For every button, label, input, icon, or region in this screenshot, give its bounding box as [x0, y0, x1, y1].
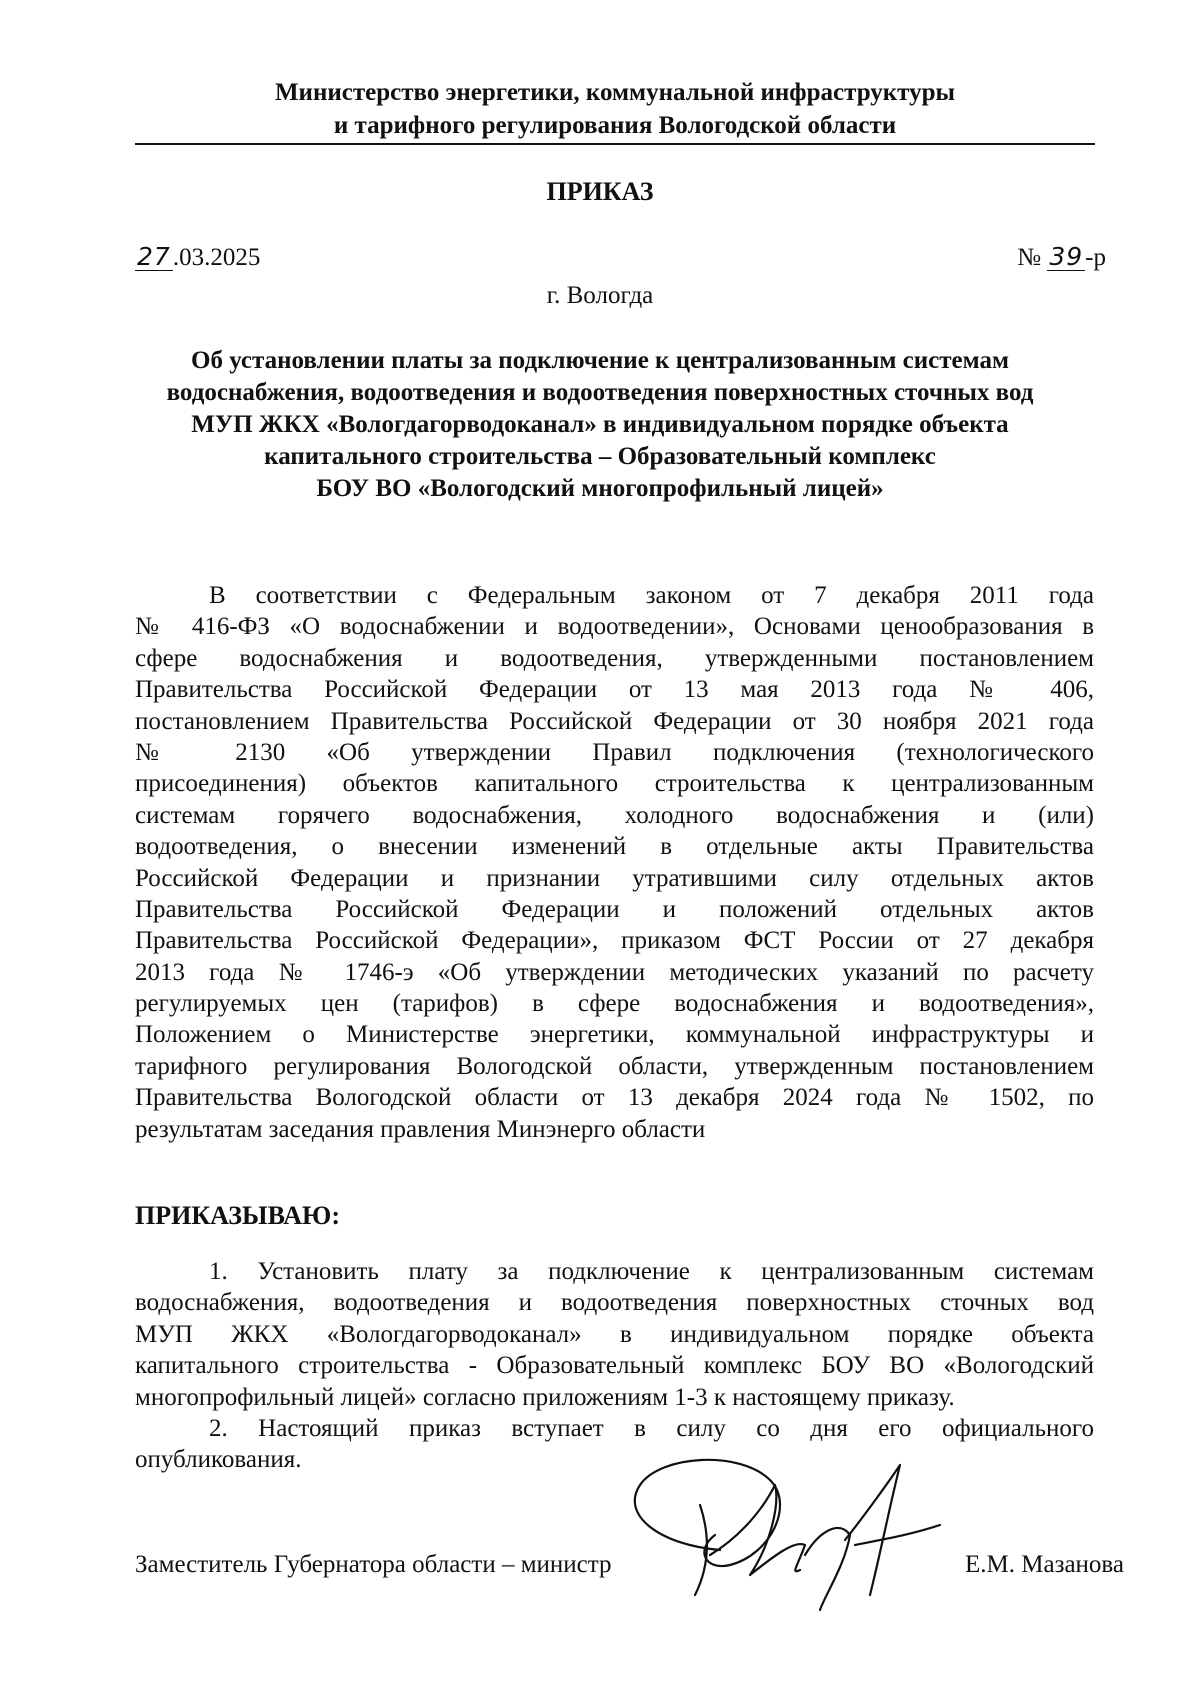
- item-line: опубликования.: [135, 1446, 302, 1474]
- preamble-line: Правительства Российской Федерации и положений отдельных актов: [135, 895, 1094, 923]
- preamble-line: сфере водоснабжения и водоотведения, утвержденными постановлением: [135, 644, 1094, 672]
- preamble-line: 2013 года № 1746-э «Об утверждении методических указаний по расчету: [135, 958, 1094, 986]
- title-line: водоснабжения, водоотведения и водоотведения поверхностных сточных вод: [166, 379, 1034, 406]
- item-line: МУП ЖКХ «Вологдагорводоканал» в индивидуальном порядке объекта: [135, 1320, 1094, 1348]
- preamble-line: № 416-ФЗ «О водоснабжении и водоотведении», Основами ценообразования в: [135, 613, 1094, 641]
- number-suffix: -р: [1085, 244, 1106, 271]
- ministry-header: [135, 76, 1095, 142]
- order-item-1: [135, 1256, 1094, 1413]
- signatory-position: Заместитель Губернатора области – министр: [135, 1551, 612, 1578]
- preamble-line: Правительства Российской Федерации», приказом ФСТ России от 27 декабря: [135, 927, 1094, 955]
- handwritten-signature: [600, 1445, 960, 1615]
- preamble-line: постановлением Правительства Российской Федерации от 30 ноября 2021 года: [135, 707, 1094, 735]
- signatory-name: Е.М. Мазанова: [965, 1551, 1124, 1578]
- preamble-line: № 2130 «Об утверждении Правил подключения (технологического: [135, 738, 1094, 766]
- item-line: многопрофильный лицей» согласно приложениям 1-3 к настоящему приказу.: [135, 1383, 955, 1411]
- preamble: [135, 580, 1094, 1145]
- ministry-line-2: и тарифного регулирования Вологодской области: [333, 112, 897, 139]
- document-title: [100, 345, 1100, 505]
- title-line: МУП ЖКХ «Вологдагорводоканал» в индивидуальном порядке объекта: [191, 411, 1009, 438]
- preamble-line: тарифного регулирования Вологодской области, утвержденным постановлением: [135, 1052, 1094, 1080]
- preamble-line: Положением о Министерстве энергетики, коммунальной инфраструктуры и: [135, 1021, 1094, 1049]
- title-line: Об установлении платы за подключение к централизованным системам: [191, 347, 1009, 374]
- title-line: БОУ ВО «Вологодский многопрофильный лицей»: [316, 475, 884, 502]
- preamble-line: Правительства Вологодской области от 13 декабря 2024 года № 1502, по: [135, 1084, 1094, 1112]
- item-line: 1. Установить плату за подключение к централизованным системам: [209, 1258, 1094, 1285]
- header-divider: [135, 143, 1095, 145]
- order-number: [1017, 244, 1106, 272]
- preamble-line: Российской Федерации и признании утратившими силу отдельных актов: [135, 864, 1094, 892]
- item-line: 2. Настоящий приказ вступает в силу со дня его официального: [209, 1415, 1094, 1442]
- preamble-line: результатам заседания правления Минэнерго области: [135, 1115, 706, 1143]
- item-line: капитального строительства - Образовательный комплекс БОУ ВО «Вологодский: [135, 1352, 1094, 1380]
- preamble-line: присоединения) объектов капитального строительства к централизованным: [135, 770, 1094, 798]
- item-line: водоснабжения, водоотведения и водоотведения поверхностных сточных вод: [135, 1289, 1094, 1317]
- date-rest: .03.2025: [172, 244, 261, 271]
- date-day-handwritten: 27: [137, 242, 171, 271]
- title-line: капитального строительства – Образовательный комплекс: [264, 443, 936, 470]
- document-type: ПРИКАЗ: [546, 177, 654, 206]
- preamble-line: системам горячего водоснабжения, холодного водоснабжения и (или): [135, 801, 1094, 829]
- preamble-line: В соответствии с Федеральным законом от 7 декабря 2011 года: [209, 582, 1094, 609]
- order-word: ПРИКАЗЫВАЮ:: [135, 1201, 340, 1230]
- number-prefix: №: [1017, 244, 1048, 271]
- preamble-line: водоотведения, о внесении изменений в отдельные акты Правительства: [135, 833, 1094, 861]
- number-handwritten: 39: [1049, 242, 1084, 271]
- ministry-line-1: Министерство энергетики, коммунальной инфраструктуры: [274, 79, 956, 106]
- city: г. Вологда: [546, 282, 654, 309]
- order-date: [135, 244, 260, 272]
- preamble-line: Правительства Российской Федерации от 13 мая 2013 года № 406,: [135, 676, 1094, 704]
- preamble-line: регулируемых цен (тарифов) в сфере водоснабжения и водоотведения»,: [135, 990, 1094, 1018]
